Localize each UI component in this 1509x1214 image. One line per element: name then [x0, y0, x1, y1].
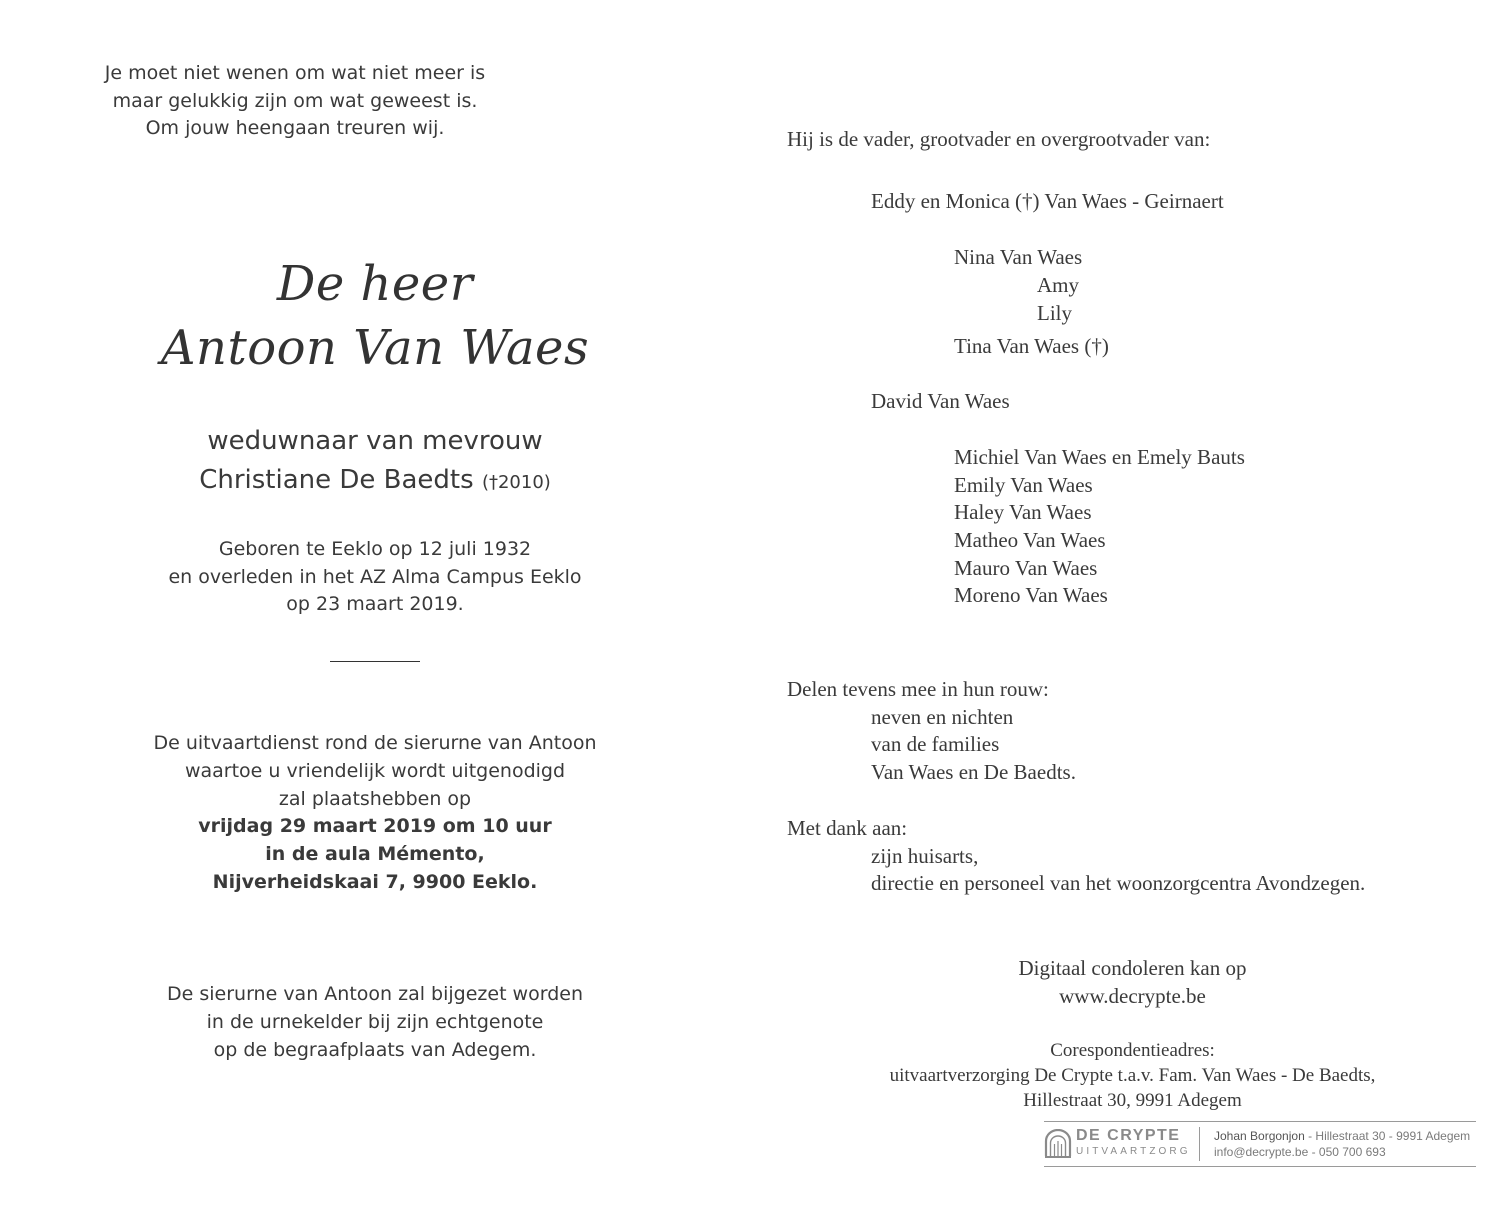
condole-website: www.decrypte.be — [1059, 983, 1206, 1008]
service-date: vrijdag 29 maart 2019 om 10 uur — [198, 815, 552, 838]
online-condolence-block — [900, 955, 1365, 1010]
correspondence-address — [830, 1038, 1435, 1113]
service-address: Nijverheidskaai 7, 9900 Eeklo. — [212, 870, 538, 893]
death-date-line: op 23 maart 2019. — [286, 593, 464, 615]
footer-separator — [1199, 1127, 1200, 1161]
death-line: en overleden in het AZ Alma Campus Eeklo — [168, 565, 582, 588]
service-line: waartoe u vriendelijk wordt uitgenodigd — [184, 759, 566, 782]
condole-text: Digitaal condoleren kan op — [1018, 956, 1247, 980]
family-intro: Hij is de vader, grootvader en overgrootvader van: — [787, 127, 1211, 151]
family-member: Tina Van Waes (†) — [954, 334, 1109, 358]
thanks-heading: Met dank aan: — [787, 816, 908, 840]
deceased-title — [75, 252, 675, 380]
spouse-death-year: (†2010) — [481, 472, 551, 493]
share-mourning-block — [787, 676, 1076, 787]
funeral-home-footer — [1044, 1121, 1476, 1167]
footer-contact — [1214, 1128, 1470, 1160]
family-member: Moreno Van Waes — [954, 583, 1108, 607]
family-member: Haley Van Waes — [954, 500, 1092, 524]
funeral-service-block — [75, 730, 675, 897]
spouse-name: Christiane De Baedts — [199, 465, 474, 495]
family-member: Matheo Van Waes — [954, 528, 1106, 552]
share-heading: Delen tevens mee in hun rouw: — [787, 677, 1049, 701]
correspondence-line: uitvaartverzorging De Crypte t.a.v. Fam. Van Waes - De Baedts, — [889, 1065, 1376, 1086]
service-line: zal plaatshebben op — [278, 787, 472, 810]
service-venue: in de aula Mémento, — [265, 843, 485, 866]
service-line: De uitvaartdienst rond de sierurne van Antoon — [153, 732, 597, 754]
logo-subtitle: UITVAARTZORG — [1076, 1146, 1191, 1157]
thanks-block — [787, 815, 1365, 898]
family-member: Emily Van Waes — [954, 473, 1093, 497]
share-item: van de families — [871, 732, 1000, 757]
crypt-arch-icon — [1044, 1129, 1072, 1159]
family-member: Amy — [1037, 273, 1079, 297]
family-member: Michiel Van Waes en Emely Bauts — [954, 445, 1245, 469]
section-divider — [330, 661, 420, 662]
thanks-item: zijn huisarts, — [871, 843, 979, 868]
logo-name: DE CRYPTE — [1076, 1127, 1181, 1144]
urn-line: op de begraafplaats van Adegem. — [213, 1039, 537, 1061]
contact-name: Johan Borgonjon — [1214, 1129, 1305, 1143]
poem-line: maar gelukkig zijn om wat geweest is. — [112, 89, 478, 112]
title-name: Antoon Van Waes — [160, 320, 590, 376]
life-dates — [75, 536, 675, 619]
poem-line: Om jouw heengaan treuren wij. — [145, 117, 445, 139]
urn-placement-block — [75, 980, 675, 1064]
family-member: David Van Waes — [871, 389, 1010, 413]
family-member: Mauro Van Waes — [954, 556, 1098, 580]
correspondence-heading: Corespondentieadres: — [1050, 1040, 1215, 1061]
birth-line: Geboren te Eeklo op 12 juli 1932 — [218, 538, 532, 560]
contact-email-phone: info@decrypte.be - 050 700 693 — [1214, 1145, 1386, 1159]
thanks-item: directie en personeel van het woonzorgcentra Avondzegen. — [871, 871, 1366, 896]
spouse-intro: weduwnaar van mevrouw — [207, 426, 543, 456]
urn-line: in de urnekelder bij zijn echtgenote — [206, 1011, 544, 1033]
share-item: Van Waes en De Baedts. — [871, 760, 1076, 785]
family-member: Lily — [1037, 301, 1072, 325]
contact-address: - Hillestraat 30 - 9991 Adegem — [1304, 1129, 1471, 1143]
correspondence-line: Hillestraat 30, 9991 Adegem — [1023, 1090, 1242, 1111]
family-member: Nina Van Waes — [954, 245, 1083, 269]
spouse-name-line — [75, 461, 675, 502]
poem-line: Je moet niet wenen om wat niet meer is — [104, 62, 486, 84]
family-member: Eddy en Monica (†) Van Waes - Geirnaert — [871, 189, 1224, 213]
urn-line: De sierurne van Antoon zal bijgezet worden — [166, 983, 583, 1005]
spouse-block — [75, 422, 675, 502]
share-item: neven en nichten — [871, 704, 1014, 729]
opening-poem — [90, 60, 500, 143]
title-honorific: De heer — [276, 256, 474, 312]
